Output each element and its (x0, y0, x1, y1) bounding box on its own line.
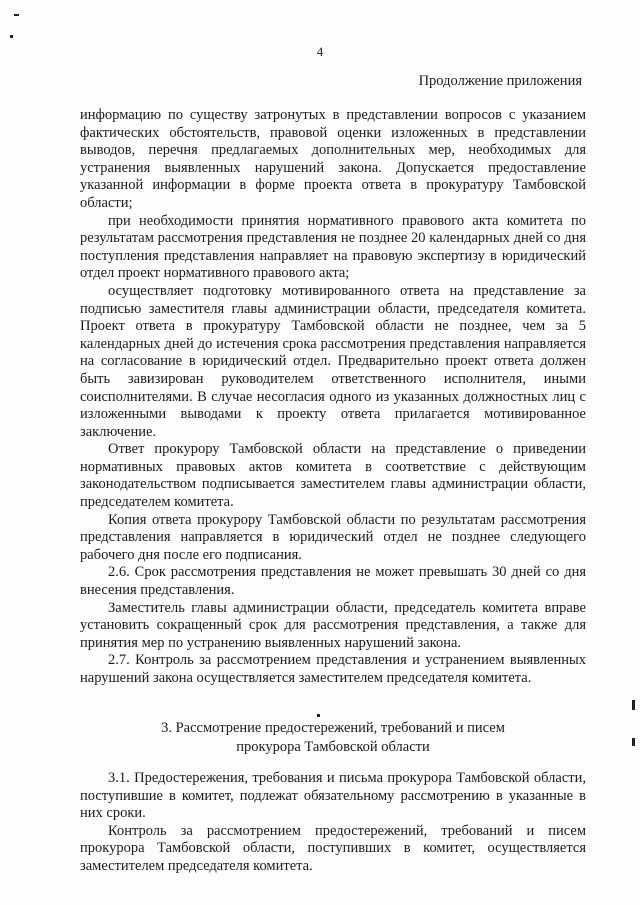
paragraph: 3.1. Предостережения, требования и письма прокурора Тамбовской области, поступившие в комитет, подлежат обязательному рассмотрению в указанные в них сроки. (80, 770, 586, 822)
section-heading-line: 3. Рассмотрение предостережений, требований и писем (161, 720, 505, 736)
paragraph: 2.6. Срок рассмотрения представления не может превышать 30 дней со дня внесения представления. (80, 564, 586, 599)
scan-artifact (10, 35, 13, 38)
paragraph: Копия ответа прокурору Тамбовской области по результатам рассмотрения представления направляется в юридический отдел не позднее следующего рабочего дня после его подписания. (80, 511, 586, 563)
scan-artifact (632, 700, 635, 710)
paragraph: информацию по существу затронутых в представлении вопросов с указанием фактических обстоятельств, правовой оценки изложенных в представлении выводов, перечня предлагаемых дополнительных мер, необходимых для устранения выявленных нарушений закона. Допускается предоставление указанной информации в форме проекта ответа в прокуратуру Тамбовской области; (80, 107, 586, 211)
section-heading-line: прокурора Тамбовской области (236, 739, 430, 755)
continuation-label: Продолжение приложения (418, 73, 582, 89)
paragraph: Заместитель главы администрации области, председатель комитета вправе установить сокращенный срок для рассмотрения представления, а также для принятия мер по устранению выявленных нарушений закона. (80, 599, 586, 651)
paragraph: при необходимости принятия нормативного правового акта комитета по результатам рассмотрения представления не позднее 20 календарных дней со дня поступления представления направляет на правовую экспертизу в юридический отдел проект нормативного правового акта; (80, 212, 586, 282)
scan-artifact (14, 14, 19, 16)
scan-artifact (317, 714, 320, 717)
paragraph: Ответ прокурору Тамбовской области на представление о приведении нормативных правовых актов комитета в соответствие с действующим законодательством подписывается заместителем главы администрации области, председателем комитета. (80, 441, 586, 511)
paragraph: 2.7. Контроль за рассмотрением представления и устранением выявленных нарушений закона осуществляется заместителем председателя комитета. (80, 652, 586, 686)
paragraph: осуществляет подготовку мотивированного ответа на представление за подписью заместителя главы администрации области, председателя комитета. Проект ответа в прокуратуру Тамбовской области не позднее, чем за 5 календарных дней до истечения срока рассмотрения представления направляется на согласование в юридический отдел. Предварительно проект ответа должен быть завизирован руководителем ответственного исполнителя, иными соисполнителями. В случае несогласия одного из указанных должностных лиц с изложенными выводами к проекту ответа прилагается мотивированное заключение. (80, 282, 586, 440)
paragraph: Контроль за рассмотрением предостережений, требований и писем прокурора Тамбовской области, поступивших в комитет, осуществляется заместителем председателя комитета. (80, 822, 586, 874)
body-text-block (80, 107, 586, 688)
page-number: 4 (316, 44, 324, 59)
section-heading (80, 719, 586, 757)
section3-body (80, 770, 586, 876)
scan-artifact (632, 738, 635, 746)
